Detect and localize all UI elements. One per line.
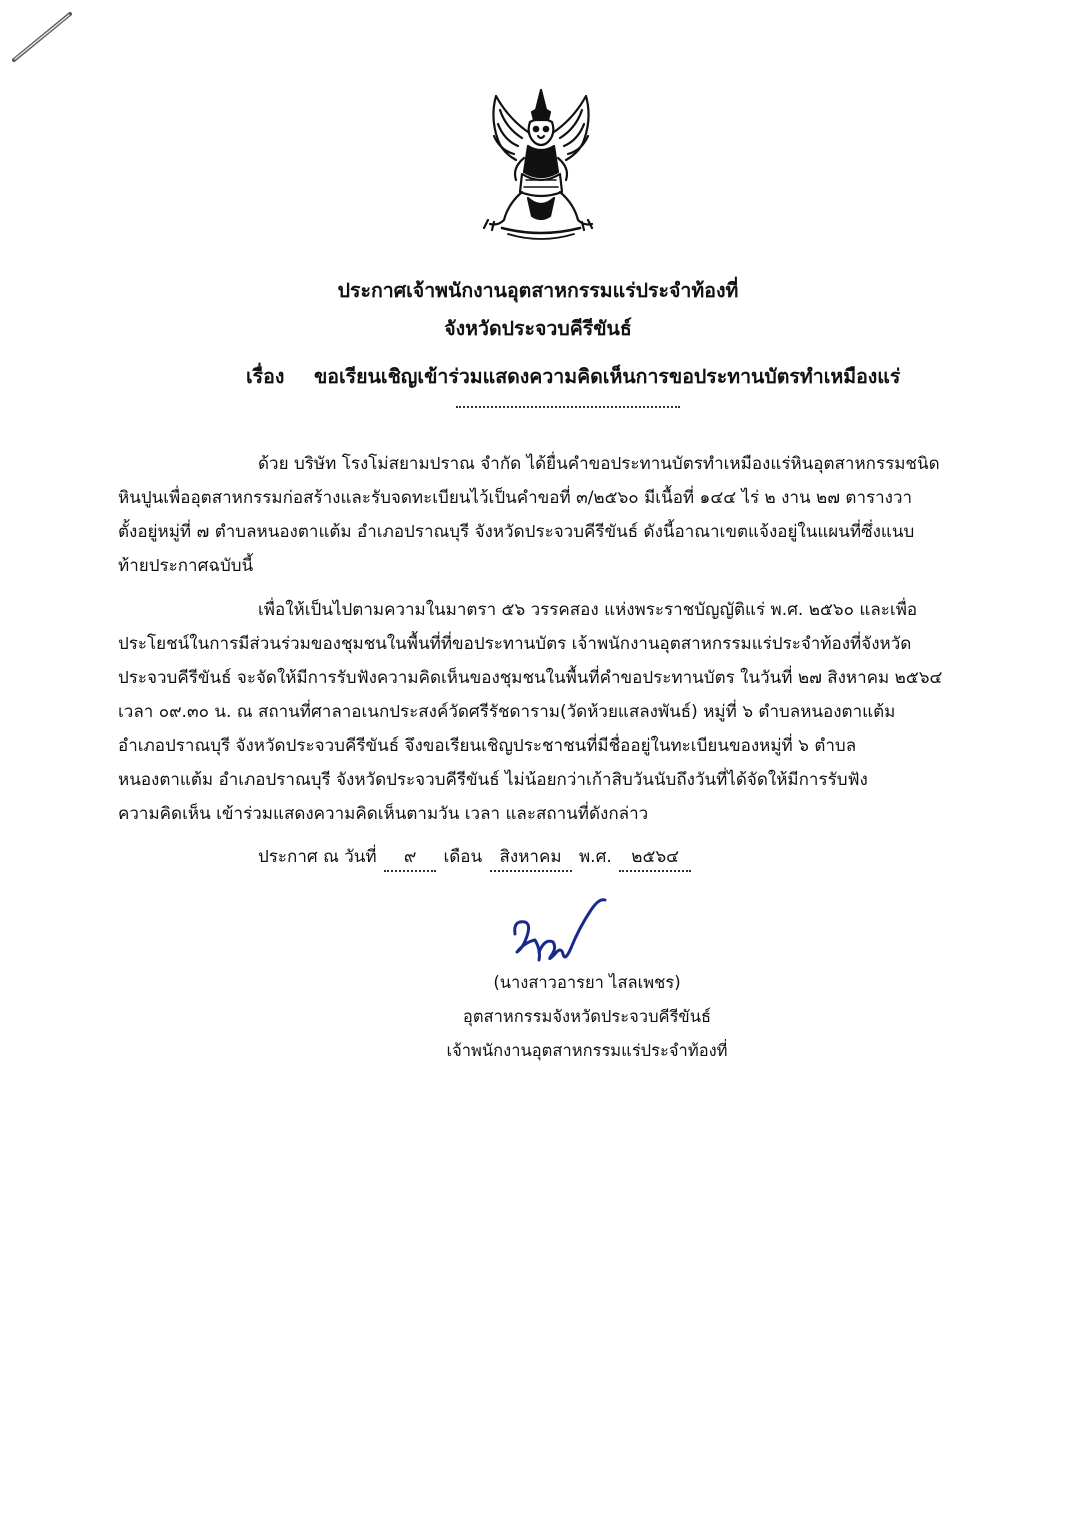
handwritten-signature [505,892,615,972]
signatory-position-2: เจ้าพนักงานอุตสาหกรรมแร่ประจำท้องที่ [446,1041,728,1060]
date-year: ๒๕๖๔ [619,843,691,872]
staple-mark [6,6,76,66]
paragraph-line: ด้วย บริษัท โรงโม่สยามปราณ จำกัด ได้ยื่นคำขอประทานบัตรทำเหมืองแร่หินอุตสาหกรรมชนิด [258,454,940,474]
paragraph-line: ความคิดเห็น เข้าร่วมแสดงความคิดเห็นตามวัน เวลา และสถานที่ดังกล่าว [118,804,649,824]
date-year-label: พ.ศ. [578,847,612,867]
announcement-title-line1: ประกาศเจ้าพนักงานอุตสาหกรรมแร่ประจำท้องที่ [337,279,739,302]
paragraph-line: อำเภอปราณบุรี จังหวัดประจวบคีรีขันธ์ จึงขอเรียนเชิญประชาชนที่มีชื่ออยู่ในทะเบียนของหมู่ที่ ๖ ตำบล [118,736,857,756]
signatory-position-1: อุตสาหกรรมจังหวัดประจวบคีรีขันธ์ [462,1007,712,1026]
paragraph-line: หนองตาแต้ม อำเภอปราณบุรี จังหวัดประจวบคีรีขันธ์ ไม่น้อยกว่าเก้าสิบวันนับถึงวันที่ได้จัดให้มีการรับฟัง [118,770,868,790]
paragraph-line: หินปูนเพื่ออุตสาหกรรมก่อสร้างและรับจดทะเบียนไว้เป็นคำขอที่ ๓/๒๕๖๐ มีเนื้อที่ ๑๔๔ ไร่ ๒ งาน ๒๗ ตารางวา [118,488,913,508]
signatory-name: (นางสาวอารยา ไสลเพชร) [493,973,681,992]
date-prefix: ประกาศ ณ วันที่ [258,847,377,867]
paragraph-line: ตั้งอยู่หมู่ที่ ๗ ตำบลหนองตาแต้ม อำเภอปราณบุรี จังหวัดประจวบคีรีขันธ์ ดังนี้อาณาเขตแจ้งอยู่ในแผนที่ซึ่งแนบ [118,522,915,542]
subject-text: ขอเรียนเชิญเข้าร่วมแสดงความคิดเห็นการขอประทานบัตรทำเหมืองแร่ [313,365,901,388]
announcement-date [258,843,693,872]
title-separator [456,400,680,408]
paragraph-line: เวลา ๐๙.๓๐ น. ณ สถานที่ศาลาอเนกประสงค์วัดศรีรัชดาราม(วัดห้วยแสลงพันธ์) หมู่ที่ ๖ ตำบลหนองตาแต้ม [118,702,896,722]
announcement-title-line2: จังหวัดประจวบคีรีขันธ์ [444,317,632,340]
date-month-label: เดือน [443,847,483,867]
paragraph-line: ท้ายประกาศฉบับนี้ [118,556,254,576]
paragraph-line: ประจวบคีรีขันธ์ จะจัดให้มีการรับฟังความคิดเห็นของชุมชนในพื้นที่คำขอประทานบัตร ในวันที่ ๒๗ สิงหาคม ๒๕๖๔ [118,668,943,688]
paragraph-line: ประโยชน์ในการมีส่วนร่วมของชุมชนในพื้นที่ที่ขอประทานบัตร เจ้าพนักงานอุตสาหกรรมแร่ประจำท้องที่จังหวัด [118,634,912,654]
garuda-emblem [478,88,604,246]
subject-label: เรื่อง [246,365,285,388]
date-month: สิงหาคม [490,843,572,872]
paragraph-line: เพื่อให้เป็นไปตามความในมาตรา ๕๖ วรรคสอง แห่งพระราชบัญญัติแร่ พ.ศ. ๒๕๖๐ และเพื่อ [258,600,918,620]
date-day: ๙ [384,843,436,872]
subject-line [246,361,900,392]
